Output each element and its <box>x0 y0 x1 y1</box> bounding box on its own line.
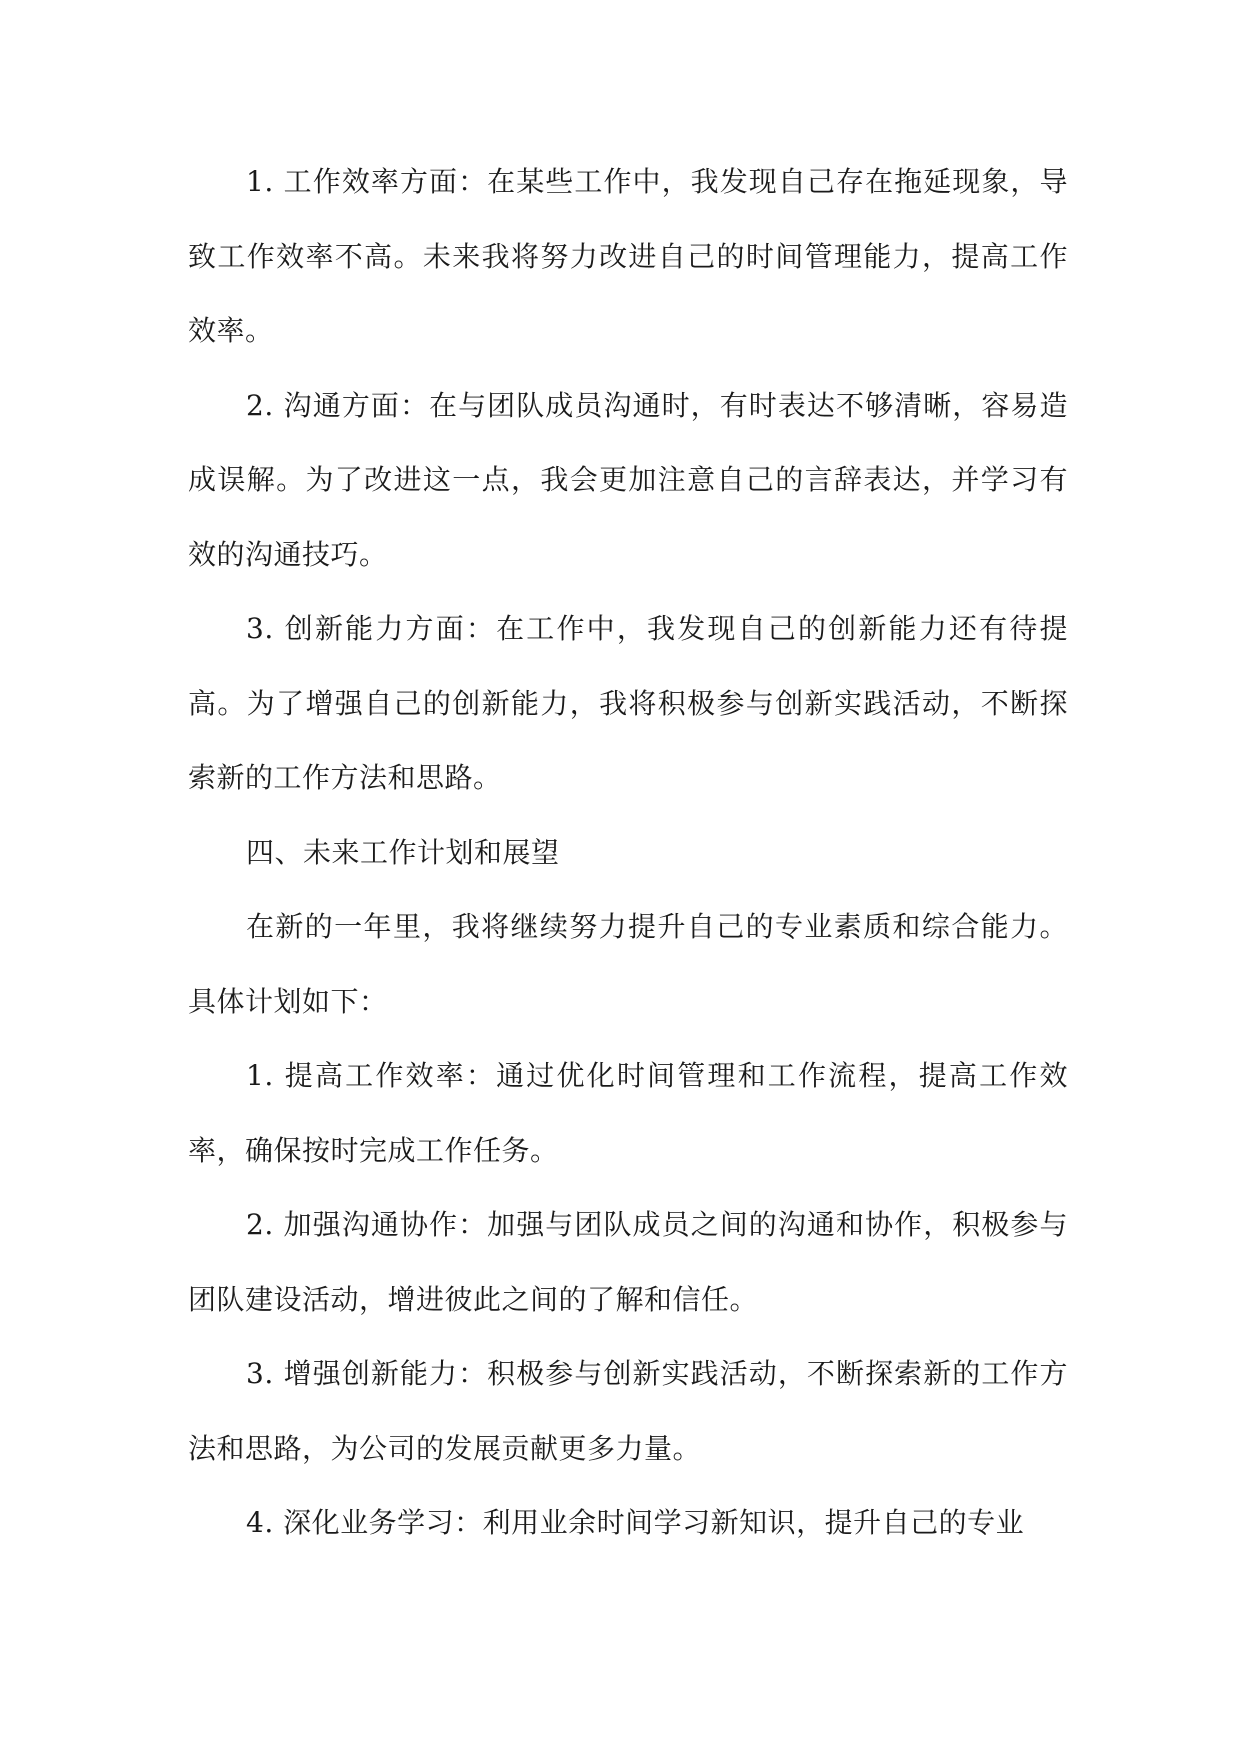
paragraph-plan-learning: 4. 深化业务学习：利用业余时间学习新知识，提升自己的专业 <box>246 1506 1025 1539</box>
paragraph-plan-innovation: 3. 增强创新能力：积极参与创新实践活动，不断探索新的工作方法和思路，为公司的发展贡献更多力量。 <box>188 1357 1068 1465</box>
paragraph-efficiency-issue: 1. 工作效率方面：在某些工作中，我发现自己存在拖延现象，导致工作效率不高。未来我将努力改进自己的时间管理能力，提高工作效率。 <box>188 165 1068 347</box>
paragraph-communication-issue: 2. 沟通方面：在与团队成员沟通时，有时表达不够清晰，容易造成误解。为了改进这一点，我会更加注意自己的言辞表达，并学习有效的沟通技巧。 <box>188 388 1068 571</box>
paragraph-plan-intro: 在新的一年里，我将继续努力提升自己的专业素质和综合能力。具体计划如下： <box>188 910 1068 1018</box>
document-body <box>188 145 1068 1561</box>
paragraph-plan-efficiency: 1. 提高工作效率：通过优化时间管理和工作流程，提高工作效率，确保按时完成工作任务。 <box>188 1059 1068 1167</box>
paragraph-plan-communication: 2. 加强沟通协作：加强与团队成员之间的沟通和协作，积极参与团队建设活动，增进彼此之间的了解和信任。 <box>188 1208 1068 1316</box>
paragraph-innovation-issue: 3. 创新能力方面：在工作中，我发现自己的创新能力还有待提高。为了增强自己的创新能力，我将积极参与创新实践活动，不断探索新的工作方法和思路。 <box>188 612 1068 794</box>
section-heading-future-plan: 四、未来工作计划和展望 <box>246 835 560 869</box>
